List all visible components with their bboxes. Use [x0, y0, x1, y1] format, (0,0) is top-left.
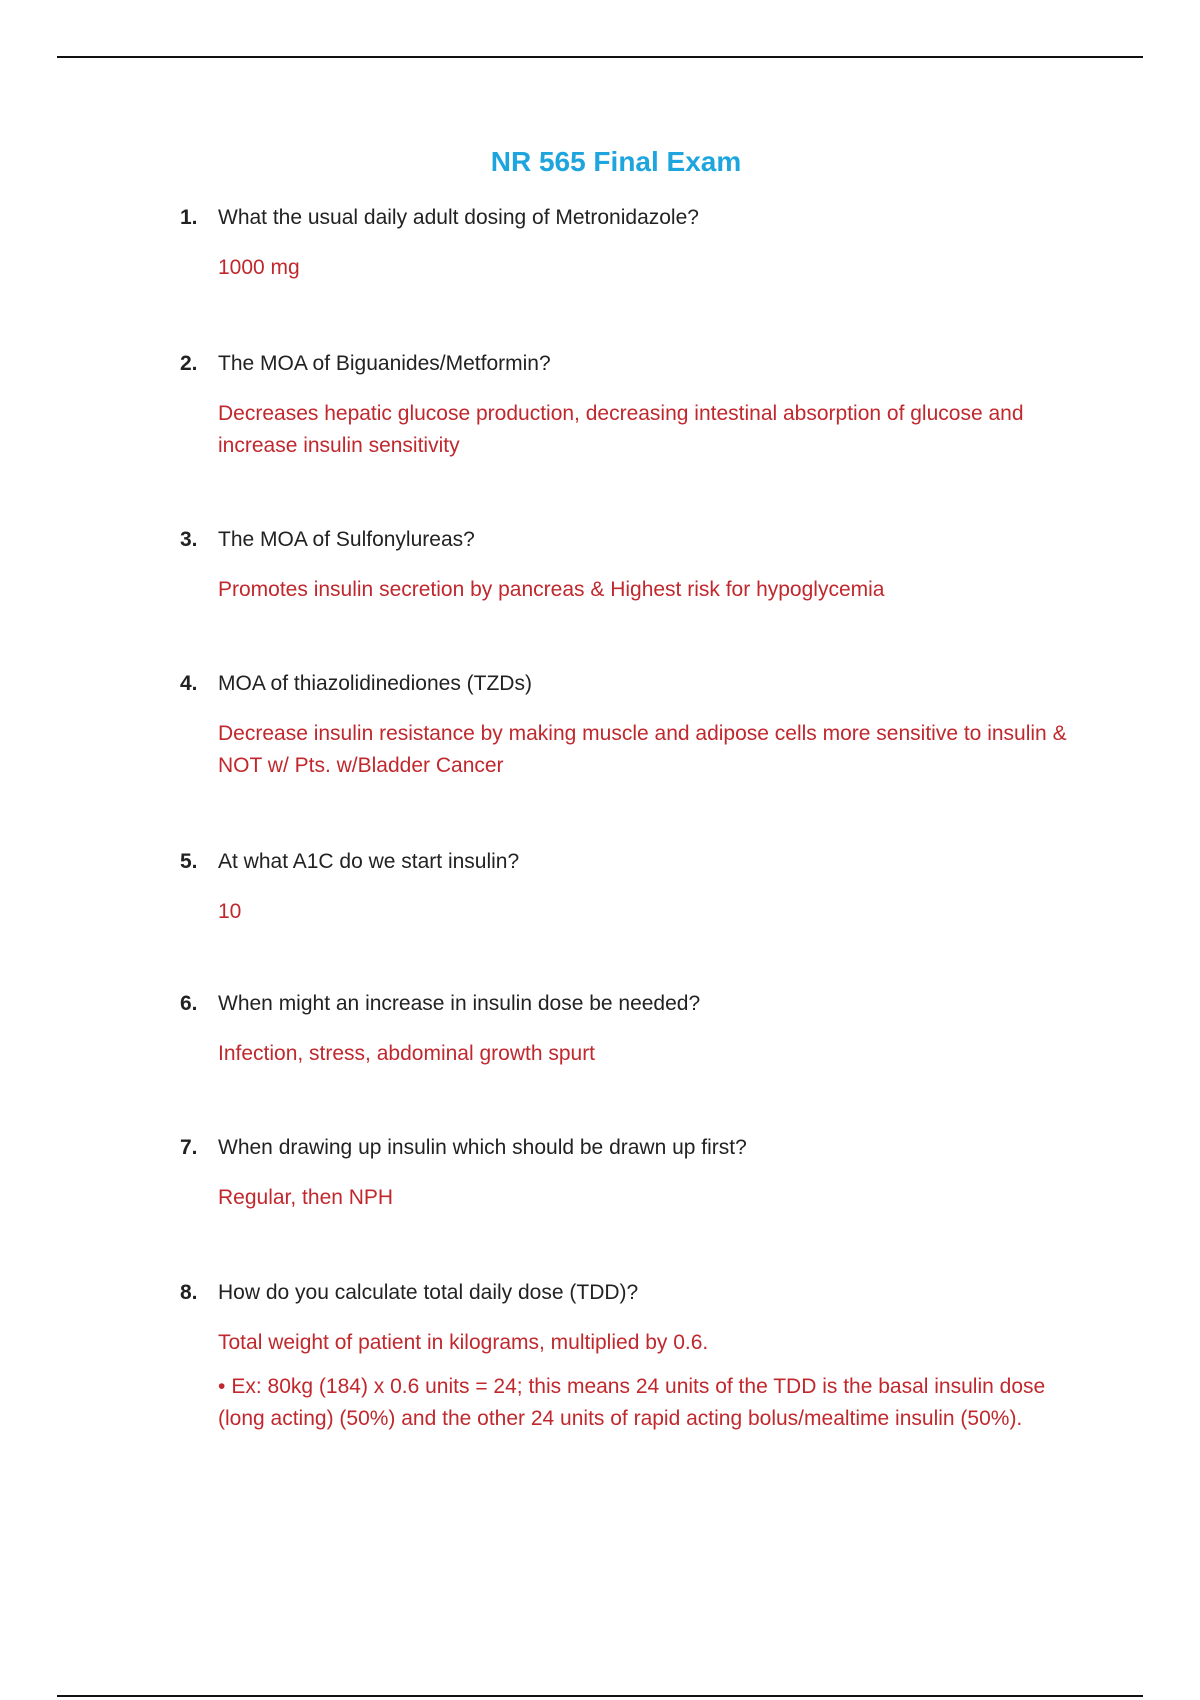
- question-block-4: [180, 670, 1090, 782]
- answer-text: Total weight of patient in kilograms, multiplied by 0.6.: [218, 1331, 709, 1354]
- bullet-text: Ex: 80kg (184) x 0.6 units = 24; this means 24 units of the TDD is the basal insulin dose (long acting) (50%) and the other 24 units of rapid acting bolus/mealtime insulin (50%).: [218, 1375, 1046, 1430]
- question-block-7: [180, 1134, 1090, 1214]
- question-text: How do you calculate total daily dose (TDD)?: [218, 1281, 639, 1304]
- question-number: 6.: [180, 992, 198, 1015]
- bullet-mark: •: [218, 1375, 226, 1398]
- question-text: When might an increase in insulin dose be needed?: [218, 992, 701, 1015]
- page-title: NR 565 Final Exam: [490, 146, 742, 177]
- question-number: 4.: [180, 672, 198, 695]
- question-number: 5.: [180, 850, 198, 873]
- answer-text: Decrease insulin resistance by making muscle and adipose cells more sensitive to insulin & NOT w/ Pts. w/Bladder Cancer: [218, 722, 1067, 777]
- question-block-5: [180, 848, 1090, 928]
- question-text: The MOA of Sulfonylureas?: [218, 528, 475, 551]
- bottom-rule: [57, 1695, 1143, 1697]
- answer-text: Infection, stress, abdominal growth spurt: [218, 1042, 596, 1065]
- question-number: 3.: [180, 528, 198, 551]
- answer-text: Regular, then NPH: [218, 1186, 394, 1209]
- question-number: 8.: [180, 1281, 198, 1304]
- question-block-2: [180, 350, 1090, 462]
- question-text: MOA of thiazolidinediones (TZDs): [218, 672, 532, 695]
- question-number: 2.: [180, 352, 198, 375]
- answer-bullet: [218, 1371, 1090, 1435]
- top-rule: [57, 56, 1143, 58]
- answer-text: Promotes insulin secretion by pancreas & Highest risk for hypoglycemia: [218, 578, 885, 601]
- question-number: 7.: [180, 1136, 198, 1159]
- question-block-3: [180, 526, 1090, 606]
- answer-text: Decreases hepatic glucose production, decreasing intestinal absorption of glucose and increase insulin sensitivity: [218, 402, 1024, 457]
- question-number: 1.: [180, 206, 198, 229]
- question-text: At what A1C do we start insulin?: [218, 850, 520, 873]
- question-block-1: [180, 204, 1090, 284]
- question-block-6: [180, 990, 1090, 1070]
- question-block-8: [180, 1279, 1090, 1435]
- question-text: When drawing up insulin which should be drawn up first?: [218, 1136, 747, 1159]
- question-text: What the usual daily adult dosing of Metronidazole?: [218, 206, 699, 229]
- answer-text: 10: [218, 900, 242, 923]
- answer-text: 1000 mg: [218, 256, 300, 279]
- question-text: The MOA of Biguanides/Metformin?: [218, 352, 551, 375]
